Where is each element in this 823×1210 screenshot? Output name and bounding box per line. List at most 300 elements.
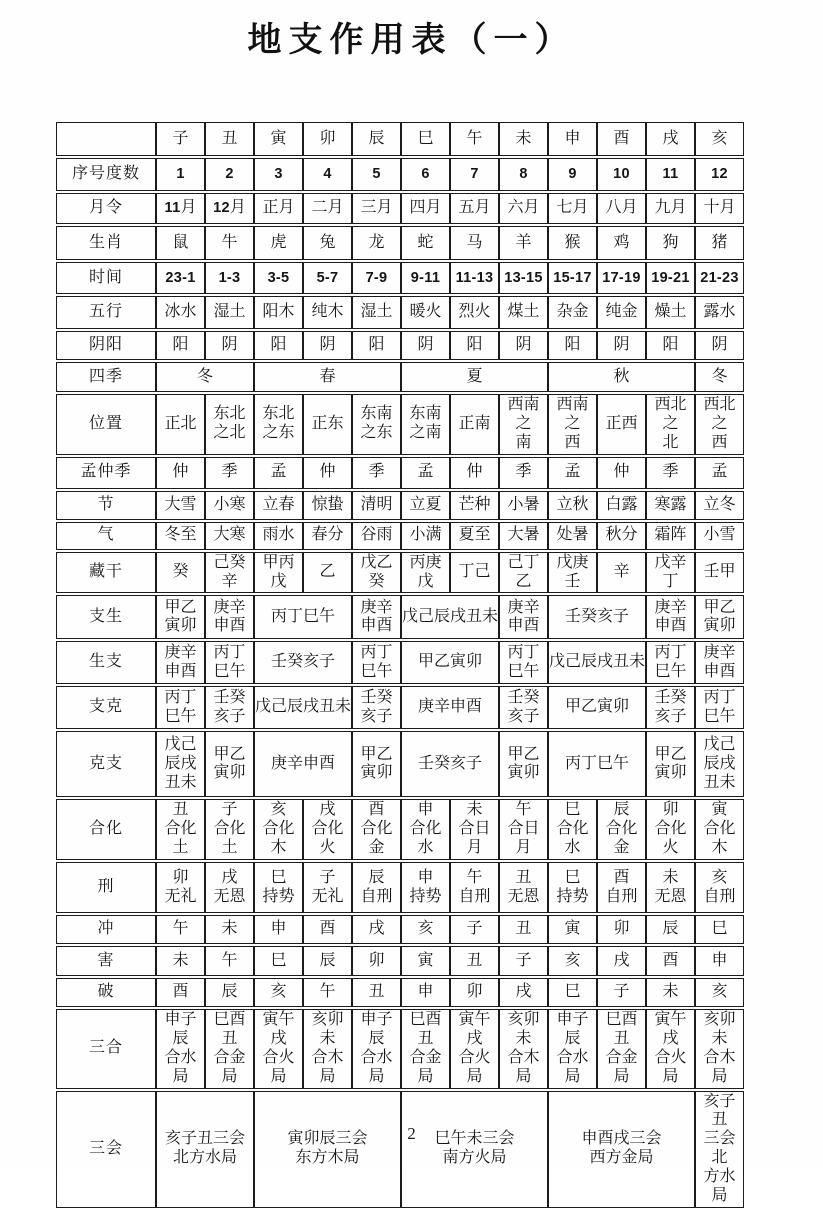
table-cell: 阳 (254, 331, 303, 360)
table-cell: 庚辛 申酉 (205, 595, 254, 639)
table-cell: 11月 (156, 193, 205, 224)
row-label: 五行 (56, 296, 156, 329)
table-row (56, 522, 744, 550)
table-cell: 亥 (254, 978, 303, 1007)
table-cell: 孟 (401, 457, 450, 489)
table-cell: 戌 (597, 946, 646, 976)
branch-header-cell: 申 (548, 122, 597, 156)
branch-header-cell: 戌 (646, 122, 695, 156)
table-cell: 鼠 (156, 226, 205, 260)
table-cell: 阳 (548, 331, 597, 360)
table-cell: 龙 (352, 226, 401, 260)
table-cell: 甲丙戊 (254, 552, 303, 594)
table-cell: 阴 (499, 331, 548, 360)
table-cell (597, 158, 646, 191)
table-cell: 巳 (254, 946, 303, 976)
table-row (56, 158, 744, 191)
table-cell (695, 262, 744, 294)
numeric-value: 7 (470, 166, 479, 183)
branch-header-cell: 酉 (597, 122, 646, 156)
table-cell: 巳 (695, 915, 744, 944)
table-cell: 寅 (548, 915, 597, 944)
table-cell: 阴 (597, 331, 646, 360)
table-cell: 子 (450, 915, 499, 944)
table-cell: 季 (205, 457, 254, 489)
table-cell: 正南 (450, 394, 499, 455)
table-cell: 酉 (303, 915, 352, 944)
table-cell: 丁己 (450, 552, 499, 594)
table-cell: 寅午戌 合火局 (254, 1009, 303, 1089)
table-cell (303, 158, 352, 191)
table-row (56, 946, 744, 976)
table-cell (401, 158, 450, 191)
table-cell: 冬 (695, 362, 744, 392)
table-row (56, 122, 744, 156)
table-cell: 午 自刑 (450, 862, 499, 913)
table-cell (548, 262, 597, 294)
table-cell: 酉 合化金 (352, 799, 401, 860)
numeric-value: 5-7 (316, 269, 339, 286)
table-cell: 巳 持势 (254, 862, 303, 913)
table-row (56, 394, 744, 455)
table-cell: 戊己辰戌丑未 (548, 641, 646, 684)
table-cell (646, 262, 695, 294)
table-cell: 未 合日月 (450, 799, 499, 860)
numeric-value: 11-13 (455, 269, 494, 286)
table-cell: 巳 (548, 978, 597, 1007)
table-cell: 申子辰 合水局 (548, 1009, 597, 1089)
table-cell: 戊辛丁 (646, 552, 695, 594)
table-cell: 壬癸亥子 (401, 731, 499, 797)
table-cell: 猴 (548, 226, 597, 260)
table-cell: 午 合日月 (499, 799, 548, 860)
row-label: 阴阳 (56, 331, 156, 360)
table-cell: 亥子丑 三会北 方水局 (695, 1091, 744, 1208)
row-label: 刑 (56, 862, 156, 913)
table-cell: 亥卯未 合木局 (499, 1009, 548, 1089)
table-cell: 孟 (254, 457, 303, 489)
table-cell: 卯 (450, 978, 499, 1007)
table-cell: 季 (352, 457, 401, 489)
table-cell (450, 158, 499, 191)
numeric-value: 6 (421, 166, 430, 183)
table-cell: 未 (646, 978, 695, 1007)
numeric-value: 5 (372, 166, 381, 183)
table-cell: 清明 (352, 491, 401, 520)
numeric-value: 13-15 (504, 269, 543, 286)
table-cell: 丑 (352, 978, 401, 1007)
branch-header-cell: 午 (450, 122, 499, 156)
table-cell (303, 262, 352, 294)
table-cell: 大雪 (156, 491, 205, 520)
numeric-value: 3 (274, 166, 283, 183)
branch-header-cell: 丑 (205, 122, 254, 156)
table-cell: 亥子丑三会 北方水局 (156, 1091, 254, 1208)
table-row (56, 262, 744, 294)
table-cell: 阳 (646, 331, 695, 360)
numeric-value: 21-23 (700, 269, 739, 286)
table-cell: 丙庚戊 (401, 552, 450, 594)
numeric-value: 11 (662, 166, 679, 183)
table-cell: 阴 (205, 331, 254, 360)
row-label: 生支 (56, 641, 156, 684)
table-cell: 乙 (303, 552, 352, 594)
table-cell: 酉 (646, 946, 695, 976)
table-cell (156, 158, 205, 191)
table-cell: 丙丁 巳午 (205, 641, 254, 684)
table-row (56, 978, 744, 1007)
numeric-value: 15-17 (553, 269, 592, 286)
table-cell: 庚辛 申酉 (156, 641, 205, 684)
table-cell: 仲 (450, 457, 499, 489)
table-cell: 丑 无恩 (499, 862, 548, 913)
table-cell: 纯金 (597, 296, 646, 329)
table-cell: 巳午未三会 南方火局 (401, 1091, 548, 1208)
table-cell: 六月 (499, 193, 548, 224)
table-cell (450, 262, 499, 294)
table-cell: 卯 (352, 946, 401, 976)
table-cell: 戊乙癸 (352, 552, 401, 594)
table-row (56, 491, 744, 520)
row-label: 破 (56, 978, 156, 1007)
branch-header-cell: 巳 (401, 122, 450, 156)
table-cell: 庚辛 申酉 (695, 641, 744, 684)
table-cell: 仲 (303, 457, 352, 489)
table-cell: 戌 合化火 (303, 799, 352, 860)
table-cell: 蛇 (401, 226, 450, 260)
table-cell: 辰 自刑 (352, 862, 401, 913)
table-container (56, 120, 744, 1210)
table-cell: 戌 (499, 978, 548, 1007)
row-label: 克支 (56, 731, 156, 797)
numeric-value: 17-19 (602, 269, 641, 286)
branch-header-cell: 辰 (352, 122, 401, 156)
numeric-value: 2 (225, 166, 234, 183)
table-cell: 子 合化土 (205, 799, 254, 860)
numeric-value: 23-1 (165, 269, 196, 286)
table-cell: 季 (499, 457, 548, 489)
table-cell: 羊 (499, 226, 548, 260)
table-cell: 立秋 (548, 491, 597, 520)
numeric-value: 8 (519, 166, 528, 183)
numeric-value: 9-11 (410, 269, 441, 286)
table-cell (205, 158, 254, 191)
table-cell (254, 158, 303, 191)
table-cell: 八月 (597, 193, 646, 224)
table-cell: 子 (597, 978, 646, 1007)
table-cell (352, 158, 401, 191)
table-cell: 申 (695, 946, 744, 976)
table-cell: 雨水 (254, 522, 303, 550)
table-cell (597, 262, 646, 294)
table-cell: 甲乙寅卯 (401, 641, 499, 684)
table-row (56, 799, 744, 860)
table-cell: 庚辛申酉 (401, 686, 499, 729)
table-cell: 戊己 辰戌 丑未 (156, 731, 205, 797)
table-cell: 芒种 (450, 491, 499, 520)
table-row (56, 226, 744, 260)
numeric-value: 9 (568, 166, 577, 183)
table-cell: 亥 (695, 978, 744, 1007)
table-cell: 西南之 西 (548, 394, 597, 455)
table-cell: 阴 (401, 331, 450, 360)
table-row (56, 457, 744, 489)
table-cell: 五月 (450, 193, 499, 224)
table-cell: 立冬 (695, 491, 744, 520)
table-cell: 正北 (156, 394, 205, 455)
table-cell: 丙丁 巳午 (156, 686, 205, 729)
table-cell: 东北 之北 (205, 394, 254, 455)
table-cell: 牛 (205, 226, 254, 260)
table-cell: 冬至 (156, 522, 205, 550)
table-cell: 丙丁 巳午 (646, 641, 695, 684)
table-cell: 申子辰 合水局 (156, 1009, 205, 1089)
table-cell: 午 (303, 978, 352, 1007)
table-cell: 阳 (352, 331, 401, 360)
table-cell: 十月 (695, 193, 744, 224)
main-table (56, 120, 744, 1210)
row-label: 合化 (56, 799, 156, 860)
table-cell: 庚辛 申酉 (499, 595, 548, 639)
table-cell (205, 262, 254, 294)
table-cell: 戊庚壬 (548, 552, 597, 594)
table-row (56, 595, 744, 639)
table-cell: 七月 (548, 193, 597, 224)
row-label: 三合 (56, 1009, 156, 1089)
row-label: 序号度数 (56, 158, 156, 191)
table-cell: 丙丁 巳午 (695, 686, 744, 729)
table-cell: 壬癸 亥子 (205, 686, 254, 729)
numeric-value: 1 (176, 166, 185, 183)
table-cell (548, 158, 597, 191)
table-cell: 大寒 (205, 522, 254, 550)
table-cell: 孟 (695, 457, 744, 489)
table-cell: 午 (205, 946, 254, 976)
table-row (56, 1009, 744, 1089)
table-row (56, 915, 744, 944)
table-cell: 丑 (499, 915, 548, 944)
table-cell: 丙丁巳午 (254, 595, 352, 639)
table-cell: 丙丁 巳午 (352, 641, 401, 684)
table-cell: 午 (156, 915, 205, 944)
row-label: 冲 (56, 915, 156, 944)
row-label: 四季 (56, 362, 156, 392)
table-cell: 夏至 (450, 522, 499, 550)
table-cell: 卯 (597, 915, 646, 944)
table-cell: 阳木 (254, 296, 303, 329)
table-cell: 卯 合化火 (646, 799, 695, 860)
table-cell: 壬癸 亥子 (499, 686, 548, 729)
table-cell: 卯 无礼 (156, 862, 205, 913)
table-cell: 秋分 (597, 522, 646, 550)
table-cell: 庚辛申酉 (254, 731, 352, 797)
row-label: 支生 (56, 595, 156, 639)
table-cell: 申酉戌三会 西方金局 (548, 1091, 695, 1208)
table-cell: 辰 (205, 978, 254, 1007)
table-cell: 未 (205, 915, 254, 944)
table-cell: 湿土 (352, 296, 401, 329)
table-cell: 丑 合化土 (156, 799, 205, 860)
table-row (56, 731, 744, 797)
table-row (56, 862, 744, 913)
table-cell: 戊己辰戌丑未 (254, 686, 352, 729)
table-row (56, 331, 744, 360)
table-cell: 立春 (254, 491, 303, 520)
branch-header-cell: 寅 (254, 122, 303, 156)
numeric-value: 7-9 (365, 269, 388, 286)
table-cell: 亥 (548, 946, 597, 976)
table-cell: 寅 (401, 946, 450, 976)
table-cell: 12月 (205, 193, 254, 224)
row-label: 气 (56, 522, 156, 550)
table-cell (156, 262, 205, 294)
table-cell: 己癸辛 (205, 552, 254, 594)
table-cell: 猪 (695, 226, 744, 260)
table-cell: 戊己 辰戌 丑未 (695, 731, 744, 797)
table-cell: 己丁乙 (499, 552, 548, 594)
table-cell: 巳 合化水 (548, 799, 597, 860)
table-row (56, 1091, 744, 1208)
table-cell: 正东 (303, 394, 352, 455)
table-row (56, 686, 744, 729)
row-label: 孟仲季 (56, 457, 156, 489)
table-cell: 未 (156, 946, 205, 976)
numeric-value: 1-3 (218, 269, 241, 286)
table-cell: 亥卯未 合木局 (695, 1009, 744, 1089)
table-row (56, 641, 744, 684)
table-cell: 庚辛 申酉 (646, 595, 695, 639)
table-cell: 庚辛 申酉 (352, 595, 401, 639)
table-cell: 西北之 西 (695, 394, 744, 455)
table-cell: 谷雨 (352, 522, 401, 550)
numeric-value: 19-21 (651, 269, 690, 286)
table-cell: 戊己辰戌丑未 (401, 595, 499, 639)
table-cell: 正西 (597, 394, 646, 455)
table-cell: 寅午戌 合火局 (646, 1009, 695, 1089)
table-cell: 小暑 (499, 491, 548, 520)
table-cell: 酉 (156, 978, 205, 1007)
table-cell: 寅 合化木 (695, 799, 744, 860)
branch-header-cell: 卯 (303, 122, 352, 156)
table-cell: 辰 (646, 915, 695, 944)
corner-cell (56, 122, 156, 156)
table-cell: 壬甲 (695, 552, 744, 594)
table-cell: 小满 (401, 522, 450, 550)
table-cell: 亥卯未 合木局 (303, 1009, 352, 1089)
table-cell: 未 无恩 (646, 862, 695, 913)
numeric-value: 12 (711, 166, 728, 183)
table-cell: 春 (254, 362, 401, 392)
table-cell: 甲乙寅卯 (548, 686, 646, 729)
table-cell: 辰 (303, 946, 352, 976)
row-label: 支克 (56, 686, 156, 729)
table-cell (646, 158, 695, 191)
table-cell: 巳 持势 (548, 862, 597, 913)
table-cell: 二月 (303, 193, 352, 224)
table-cell: 申 (401, 978, 450, 1007)
table-cell: 东南 之南 (401, 394, 450, 455)
table-cell: 壬癸亥子 (548, 595, 646, 639)
row-label: 生肖 (56, 226, 156, 260)
table-cell: 子 无礼 (303, 862, 352, 913)
table-cell: 小雪 (695, 522, 744, 550)
table-cell: 酉 自刑 (597, 862, 646, 913)
table-cell (254, 262, 303, 294)
table-cell: 寅卯辰三会 东方木局 (254, 1091, 401, 1208)
table-cell: 夏 (401, 362, 548, 392)
table-cell: 正月 (254, 193, 303, 224)
table-cell: 四月 (401, 193, 450, 224)
table-cell: 燥土 (646, 296, 695, 329)
table-cell: 九月 (646, 193, 695, 224)
table-cell: 阴 (695, 331, 744, 360)
table-cell: 白露 (597, 491, 646, 520)
table-cell: 丑 (450, 946, 499, 976)
table-cell: 戌 (352, 915, 401, 944)
page-number: 2 (407, 1124, 416, 1143)
table-cell: 惊蛰 (303, 491, 352, 520)
table-cell: 壬癸 亥子 (352, 686, 401, 729)
table-cell: 立夏 (401, 491, 450, 520)
table-cell: 煤土 (499, 296, 548, 329)
table-cell: 巳酉丑 合金局 (401, 1009, 450, 1089)
row-label: 时间 (56, 262, 156, 294)
table-cell: 亥 合化木 (254, 799, 303, 860)
table-cell: 兔 (303, 226, 352, 260)
table-cell: 季 (646, 457, 695, 489)
table-cell: 辛 (597, 552, 646, 594)
table-cell (499, 262, 548, 294)
table-cell: 暖火 (401, 296, 450, 329)
table-cell: 戌 无恩 (205, 862, 254, 913)
table-cell: 处暑 (548, 522, 597, 550)
table-cell: 阳 (450, 331, 499, 360)
table-cell: 鸡 (597, 226, 646, 260)
table-cell: 马 (450, 226, 499, 260)
table-cell: 申子辰 合水局 (352, 1009, 401, 1089)
table-cell: 东北 之东 (254, 394, 303, 455)
table-cell: 甲乙 寅卯 (695, 595, 744, 639)
table-cell (352, 262, 401, 294)
branch-header-cell: 亥 (695, 122, 744, 156)
branch-header-cell: 子 (156, 122, 205, 156)
table-cell: 小寒 (205, 491, 254, 520)
row-label: 三会 (56, 1091, 156, 1208)
page-title: 地支作用表（一） (247, 22, 576, 59)
table-cell (401, 262, 450, 294)
table-cell: 阴 (303, 331, 352, 360)
table-cell: 阳 (156, 331, 205, 360)
table-cell: 冬 (156, 362, 254, 392)
table-cell: 申 持势 (401, 862, 450, 913)
row-label: 藏干 (56, 552, 156, 594)
table-cell: 巳酉丑 合金局 (597, 1009, 646, 1089)
numeric-value: 12 (213, 200, 230, 217)
table-cell: 亥 自刑 (695, 862, 744, 913)
table-cell: 霜阵 (646, 522, 695, 550)
table-cell: 申 (254, 915, 303, 944)
table-cell: 甲乙 寅卯 (156, 595, 205, 639)
numeric-value: 4 (323, 166, 332, 183)
table-cell: 寅午戌 合火局 (450, 1009, 499, 1089)
table-row (56, 552, 744, 594)
table-cell (499, 158, 548, 191)
numeric-value: 3-5 (267, 269, 290, 286)
table-cell: 西北之 北 (646, 394, 695, 455)
numeric-value: 10 (613, 166, 630, 183)
table-cell: 孟 (548, 457, 597, 489)
table-cell: 甲乙 寅卯 (499, 731, 548, 797)
